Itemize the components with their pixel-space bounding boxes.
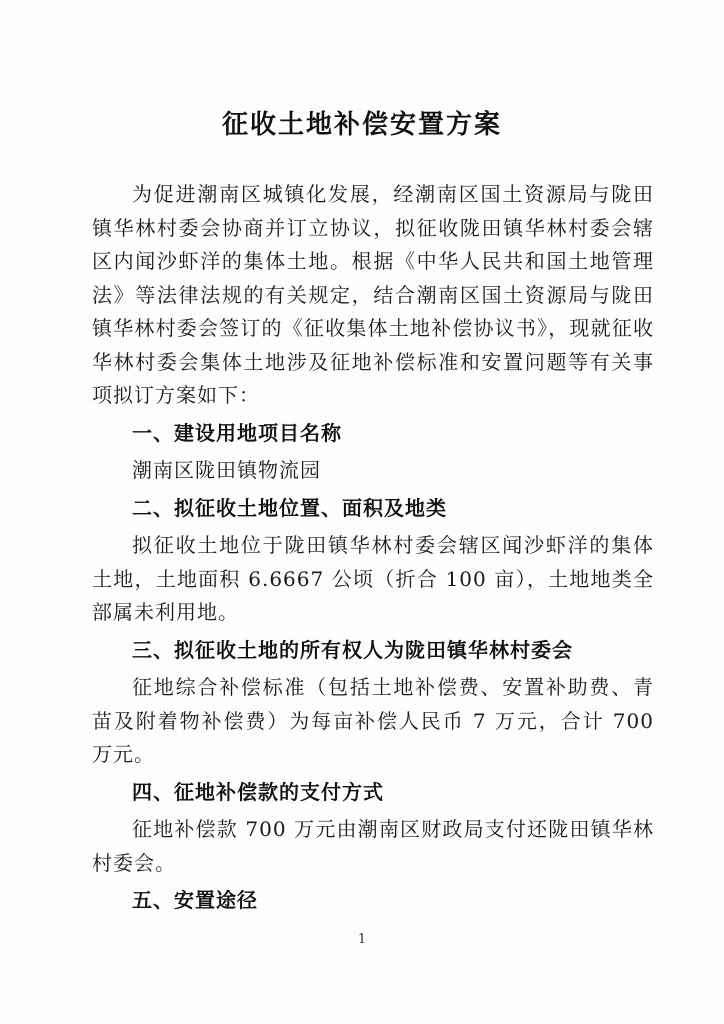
section-1-heading: 一、建设用地项目名称 [132,420,342,445]
intro-paragraph: 为促进潮南区城镇化发展，经潮南区国土资源局与陇田镇华林村委会协商并订立协议，拟征收陇田镇华林村委会辖区内闻沙虾洋的集体土地。根据《中华人民共和国土地管理法》等法律法规的有关规定，结合潮南区国土资源局与陇田镇华林村委会签订的《征收集体土地补偿协议书》，现就征收华林村委会集体土地涉及征地补偿标准和安置问题等有关事项拟订方案如下： [92,182,654,407]
section-1-content: 潮南区陇田镇物流园 [132,458,321,482]
section-3-content: 征地综合补偿标准（包括土地补偿费、安置补助费、青苗及附着物补偿费）为每亩补偿人民币 7 万元，合计 700 万元。 [92,675,654,766]
page-title: 征收土地补偿安置方案 [221,110,502,140]
section-4-heading: 四、征地补偿款的支付方式 [132,779,384,804]
section-3-heading: 三、拟征收土地的所有权人为陇田镇华林村委会 [132,637,573,662]
document-body [92,178,654,922]
section-2-content: 拟征收土地位于陇田镇华林村委会辖区闻沙虾洋的集体土地，土地面积 6.6667 公顷（折合 100 亩），土地地类全部属未利用地。 [92,533,654,624]
section-4-content: 征地补偿款 700 万元由潮南区财政局支付还陇田镇华林村委会。 [92,817,654,875]
page-number: 1 [357,932,367,947]
section-5-heading: 五、安置途径 [132,888,258,912]
section-2-heading: 二、拟征收土地位置、面积及地类 [132,495,447,520]
